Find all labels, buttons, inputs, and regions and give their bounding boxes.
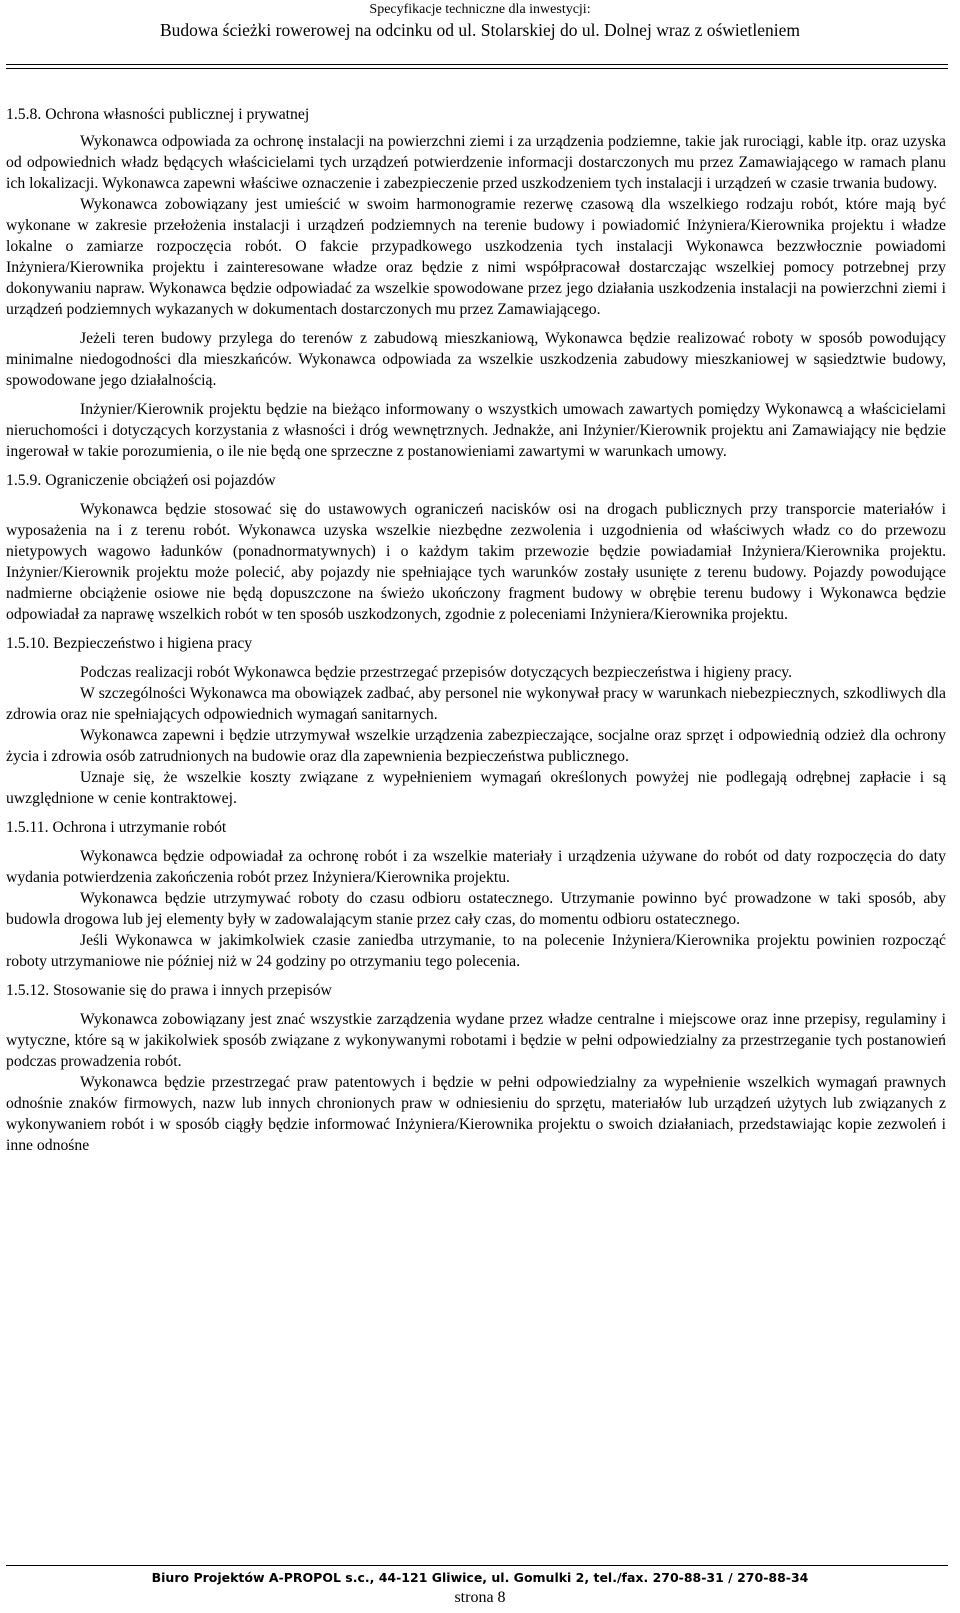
section-title: 1.5.9. Ograniczenie obciążeń osi pojazdów: [6, 472, 276, 489]
document-subtitle: Specyfikacje techniczne dla inwestycji:: [369, 2, 591, 17]
document-body: [6, 104, 946, 1156]
paragraph: Inżynier/Kierownik projektu będzie na bieżąco informowany o wszystkich umowach zawartych pomiędzy Wykonawcą a właścicielami nieruchomości i dotyczących korzystania z własności i dróg wewnętrznych. Jednakże, ani Inżynier/Kierownik projektu ani Zamawiający nie będzie ingerował w takie porozumienia, o ile nie będą one sprzeczne z postanowieniami zawartymi w warunkach umowy.: [6, 401, 946, 460]
paragraph: Wykonawca odpowiada za ochronę instalacji na powierzchni ziemi i za urządzenia podziemne, takie jak rurociągi, kable itp. oraz uzyska od odpowiednich władz będących właścicielami tych urządzeń potwierdzenie informacji dostarczonych mu przez Zamawiającego w ramach planu ich lokalizacji. Wykonawca zapewni właściwe oznaczenie i zabezpieczenie przed uszkodzeniem tych instalacji i urządzeń w czasie trwania budowy.: [6, 133, 946, 192]
paragraph: Podczas realizacji robót Wykonawca będzie przestrzegać przepisów dotyczących bezpieczeństwa i higieny pracy.: [80, 664, 793, 681]
paragraph: Wykonawca zobowiązany jest umieścić w swoim harmonogramie rezerwę czasową dla wszelkiego rodzaju robót, które mają być wykonane w zakresie przełożenia instalacji i urządzeń podziemnych na terenie budowy i powiadomić Inżyniera/Kierownika projektu i władze lokalne o zamiarze rozpoczęcia robót. O fakcie przypadkowego uszkodzenia tych instalacji Wykonawca bezzwłocznie powiadomi Inżyniera/Kierownika projektu i zainteresowane władze oraz będzie z nimi współpracował dostarczając wszelkiej pomocy potrzebnej przy dokonywaniu napraw. Wykonawca będzie odpowiadać za wszelkie spowodowane przez jego działania uszkodzenia instalacji na powierzchni ziemi i urządzeń podziemnych wykazanych w dokumentach dostarczonych mu przez Zamawiającego.: [6, 196, 946, 318]
footer-rule: [6, 1565, 948, 1566]
section-title: 1.5.12. Stosowanie się do prawa i innych przepisów: [6, 982, 332, 999]
header-rule-top: [6, 64, 948, 65]
section-title: 1.5.8. Ochrona własności publicznej i prywatnej: [6, 106, 310, 123]
paragraph: Wykonawca będzie odpowiadał za ochronę robót i za wszelkie materiały i urządzenia używane do robót od daty rozpoczęcia do daty wydania potwierdzenia zakończenia robót przez Inżyniera/Kierownika projektu.: [6, 848, 946, 886]
paragraph: Wykonawca będzie przestrzegać praw patentowych i będzie w pełni odpowiedzialny za wypełnienie wszelkich wymagań prawnych odnośnie znaków firmowych, nazw lub innych chronionych praw w odniesieniu do sprzętu, materiałów lub urządzeń użytych lub związanych z wykonywaniem robót i w sposób ciągły będzie informować Inżyniera/Kierownika projektu o swoich działaniach, przedstawiając kopie zezwoleń i inne odnośne: [6, 1074, 946, 1154]
page-number: strona 8: [454, 1589, 506, 1606]
footer-company: Biuro Projektów A-PROPOL s.c., 44-121 Gliwice, ul. Gomulki 2, tel./fax. 270-88-31 / 270-88-34: [151, 1570, 809, 1585]
document-title: Budowa ścieżki rowerowej na odcinku od ul. Stolarskiej do ul. Dolnej wraz z oświetleniem: [159, 20, 801, 40]
paragraph: Wykonawca zobowiązany jest znać wszystkie zarządzenia wydane przez władze centralne i miejscowe oraz inne przepisy, regulaminy i wytyczne, które są w jakikolwiek sposób związane z wykonywanymi robotami i będzie w pełni odpowiedzialny za przestrzeganie tych postanowień podczas prowadzenia robót.: [6, 1011, 946, 1070]
paragraph: Wykonawca będzie stosować się do ustawowych ograniczeń nacisków osi na drogach publicznych przy transporcie materiałów i wyposażenia na i z terenu robót. Wykonawca uzyska wszelkie niezbędne zezwolenia i uzgodnienia od właściwych władz co do przewozu nietypowych wagowo ładunków (ponadnormatywnych) i o każdym takim przewozie będzie powiadamiał Inżyniera/Kierownika projektu. Inżynier/Kierownik projektu może polecić, aby pojazdy nie spełniające tych warunków zostały usunięte z terenu budowy. Pojazdy powodujące nadmierne obciążenie osiowe nie będą dopuszczone na świeżo ukończony fragment budowy w obrębie terenu budowy i Wykonawca będzie odpowiadał za naprawę wszelkich robót w ten sposób uszkodzonych, zgodnie z poleceniami Inżyniera/Kierownika projektu.: [6, 501, 946, 623]
paragraph: W szczególności Wykonawca ma obowiązek zadbać, aby personel nie wykonywał pracy w warunkach niebezpiecznych, szkodliwych dla zdrowia oraz nie spełniających odpowiednich wymagań sanitarnych.: [6, 685, 946, 723]
paragraph: Uznaje się, że wszelkie koszty związane z wypełnieniem wymagań określonych powyżej nie podlegają odrębnej zapłacie i są uwzględnione w cenie kontraktowej.: [6, 769, 946, 807]
paragraph: Wykonawca zapewni i będzie utrzymywał wszelkie urządzenia zabezpieczające, socjalne oraz sprzęt i odpowiednią odzież dla ochrony życia i zdrowia osób zatrudnionych na budowie oraz dla zapewnienia bezpieczeństwa publicznego.: [6, 727, 946, 765]
section-title: 1.5.10. Bezpieczeństwo i higiena pracy: [6, 635, 253, 652]
paragraph: Jeśli Wykonawca w jakimkolwiek czasie zaniedba utrzymanie, to na polecenie Inżyniera/Kierownika projektu powinien rozpocząć roboty utrzymaniowe nie później niż w 24 godziny po otrzymaniu tego polecenia.: [6, 932, 946, 970]
header-rule-bottom: [6, 68, 948, 69]
section-title: 1.5.11. Ochrona i utrzymanie robót: [6, 819, 227, 836]
paragraph: Wykonawca będzie utrzymywać roboty do czasu odbioru ostatecznego. Utrzymanie powinno być prowadzone w taki sposób, aby budowla drogowa lub jej elementy były w zadowalającym stanie przez cały czas, do momentu odbioru ostatecznego.: [6, 890, 946, 928]
paragraph: Jeżeli teren budowy przylega do terenów z zabudową mieszkaniową, Wykonawca będzie realizować roboty w sposób powodujący minimalne niedogodności dla mieszkańców. Wykonawca odpowiada za wszelkie uszkodzenia zabudowy mieszkaniowej w sąsiedztwie budowy, spowodowane jego działalnością.: [6, 330, 946, 389]
